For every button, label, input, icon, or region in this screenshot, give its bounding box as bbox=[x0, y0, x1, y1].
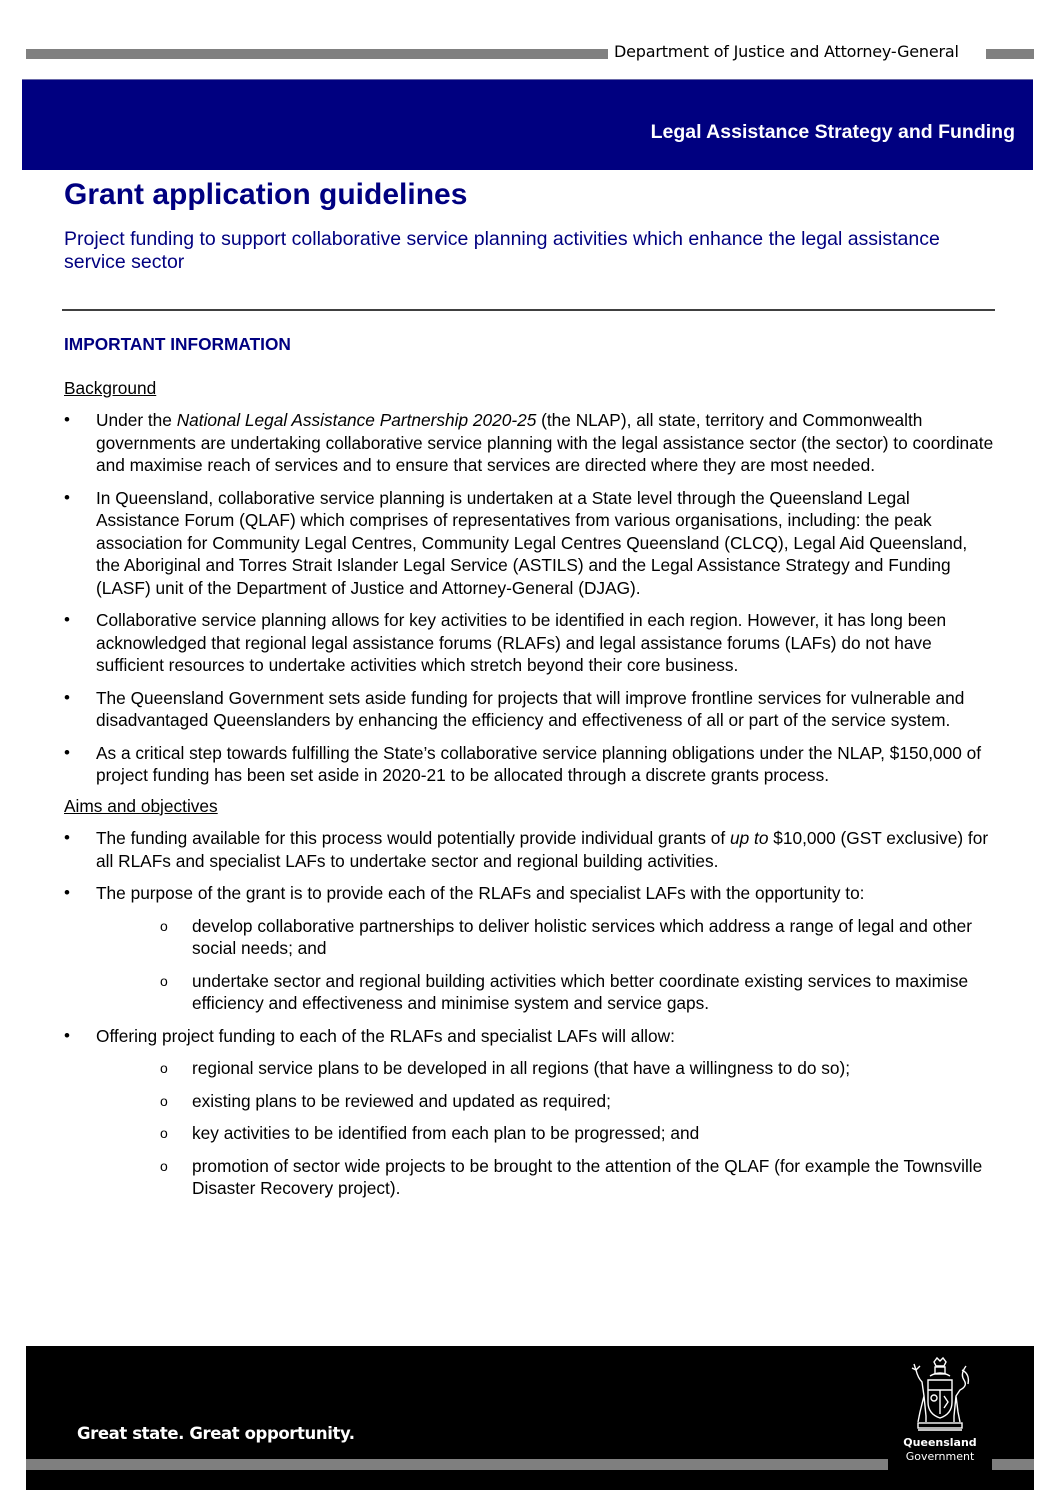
sub-list bbox=[96, 1057, 994, 1200]
sub-list-item: o key activities to be identified from each plan to be progressed; and bbox=[96, 1122, 994, 1145]
sub-list-item: o regional service plans to be developed in all regions (that have a willingness to do so); bbox=[96, 1057, 994, 1080]
list-item-italic: up to bbox=[730, 828, 769, 848]
department-name: Department of Justice and Attorney-General bbox=[614, 42, 959, 61]
header-gray-bar-left bbox=[26, 49, 608, 59]
sub-list-item: o develop collaborative partnerships to deliver holistic services which address a range of legal and other social needs; and bbox=[96, 915, 994, 960]
sub-list-item: o promotion of sector wide projects to be brought to the attention of the QLAF (for example the Townsville Disaster Recovery project). bbox=[96, 1155, 994, 1200]
list-item: • In Queensland, collaborative service planning is undertaken at a State level through the Queensland Legal Assistance Forum (QLAF) which comprises of representatives from various organisations, including: the peak association for Community Legal Centres, Community Legal Centres Queensland (CLCQ), Legal Aid Queensland, the Aboriginal and Torres Strait Islander Legal Service (ASTILS) and the Legal Assistance Strategy and Funding (LASF) unit of the Department of Justice and Attorney-General (DJAG). bbox=[64, 487, 994, 600]
section-title: IMPORTANT INFORMATION bbox=[64, 334, 291, 354]
header-gray-bar-right bbox=[986, 49, 1034, 59]
list-item: • Collaborative service planning allows for key activities to be identified in each region. However, it has long been acknowledged that regional legal assistance forums (RLAFs) and legal assistance forums (LAFs) do not have sufficient resources to undertake activities which stretch beyond their core business. bbox=[64, 609, 994, 677]
banner-title: Legal Assistance Strategy and Funding bbox=[650, 121, 1015, 143]
list-item-text: Under the bbox=[96, 410, 177, 430]
sub-list-item: o existing plans to be reviewed and updated as required; bbox=[96, 1090, 994, 1113]
aims-heading: Aims and objectives bbox=[64, 795, 218, 816]
queensland-coat-of-arms-icon bbox=[904, 1356, 976, 1436]
footer bbox=[26, 1346, 1034, 1490]
footer-tagline: Great state. Great opportunity. bbox=[77, 1424, 355, 1443]
list-item bbox=[64, 827, 994, 872]
background-heading: Background bbox=[64, 377, 157, 398]
list-item bbox=[64, 1025, 994, 1200]
header-banner bbox=[22, 79, 1033, 170]
list-item-italic: National Legal Assistance Partnership 2020-25 bbox=[176, 410, 537, 430]
document-body bbox=[64, 333, 994, 1210]
page-subtitle: Project funding to support collaborative service planning activities which enhance the legal assistance service sector bbox=[64, 228, 940, 273]
list-item bbox=[64, 409, 994, 477]
aims-list bbox=[64, 827, 994, 1200]
sub-list-item: o undertake sector and regional building activities which better coordinate existing services to maximise efficiency and effectiveness and minimise system and service gaps. bbox=[96, 970, 994, 1015]
list-item-text: $10,000 (GST exclusive) for all RLAFs and specialist LAFs to undertake sector and regional building activities. bbox=[96, 828, 989, 871]
list-item-text: The funding available for this process would potentially provide individual grants of bbox=[96, 828, 731, 848]
sub-list bbox=[96, 915, 994, 1015]
footer-gray-band bbox=[26, 1459, 1034, 1470]
logo-text-queensland: Queensland bbox=[903, 1436, 977, 1449]
list-item-text: (the NLAP), all state, territory and Commonwealth governments are undertaking collaborative service planning with the legal assistance sector (the sector) to coordinate and maximise reach of services and to ensure that services are directed where they are most needed. bbox=[96, 410, 994, 475]
logo-text-government: Government bbox=[905, 1450, 975, 1463]
list-item: • The Queensland Government sets aside funding for projects that will improve frontline services for vulnerable and disadvantaged Queenslanders by enhancing the efficiency and effectiveness of all or part of the service system. bbox=[64, 687, 994, 732]
list-item bbox=[64, 882, 994, 1015]
divider bbox=[62, 309, 995, 311]
background-list bbox=[64, 409, 994, 787]
list-item: • As a critical step towards fulfilling the State’s collaborative service planning obligations under the NLAP, $150,000 of project funding has been set aside in 2020-21 to be allocated through a discrete grants process. bbox=[64, 742, 994, 787]
page-title: Grant application guidelines bbox=[64, 178, 468, 211]
list-item-text: Offering project funding to each of the RLAFs and specialist LAFs will allow: bbox=[96, 1025, 675, 1046]
queensland-government-logo bbox=[888, 1354, 992, 1472]
list-item-text: The purpose of the grant is to provide each of the RLAFs and specialist LAFs with the opportunity to: bbox=[96, 883, 865, 903]
